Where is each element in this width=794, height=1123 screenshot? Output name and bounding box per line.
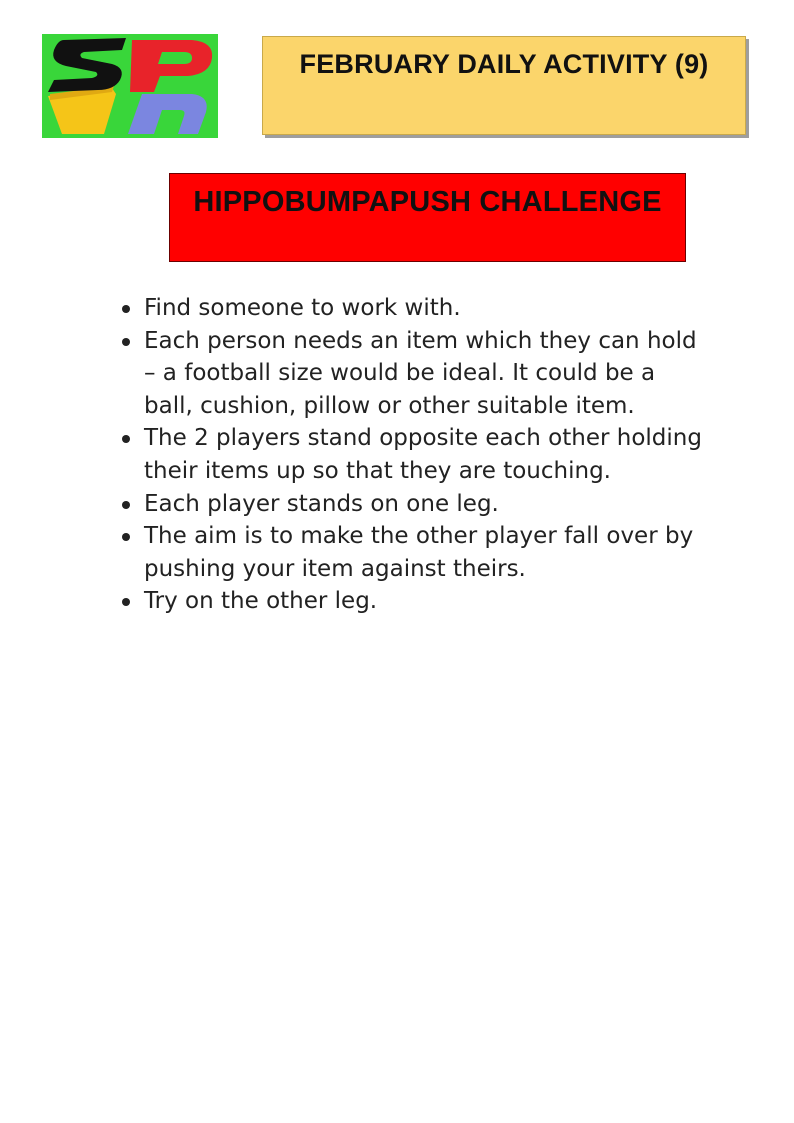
bullet-icon <box>122 598 130 606</box>
list-item <box>118 585 708 618</box>
bullet-icon <box>122 305 130 313</box>
bullet-icon <box>122 533 130 541</box>
instruction-text: Find someone to work with. <box>144 295 461 321</box>
header-banner <box>262 36 746 135</box>
instruction-text: Each person needs an item which they can hold – a football size would be ideal. It could be a ball, cushion, pillow or other suitable item. <box>144 327 697 419</box>
list-item <box>118 488 708 521</box>
bullet-icon <box>122 501 130 509</box>
list-item <box>118 325 708 423</box>
bullet-icon <box>122 435 130 443</box>
list-item <box>118 292 708 325</box>
challenge-banner <box>169 173 686 262</box>
instruction-text: The aim is to make the other player fall over by pushing your item against theirs. <box>144 523 694 582</box>
page-title: FEBRUARY DAILY ACTIVITY (9) <box>299 49 709 79</box>
spn-logo <box>42 34 218 138</box>
instruction-text: Try on the other leg. <box>144 588 378 615</box>
instruction-text: The 2 players stand opposite each other holding their items up so that they are touching. <box>144 425 702 484</box>
list-item <box>118 520 708 585</box>
challenge-title: HIPPOBUMPAPUSH CHALLENGE <box>193 186 662 218</box>
instruction-text: Each player stands on one leg. <box>144 490 499 517</box>
bullet-icon <box>122 338 130 346</box>
instructions-list <box>118 292 708 618</box>
list-item <box>118 422 708 487</box>
